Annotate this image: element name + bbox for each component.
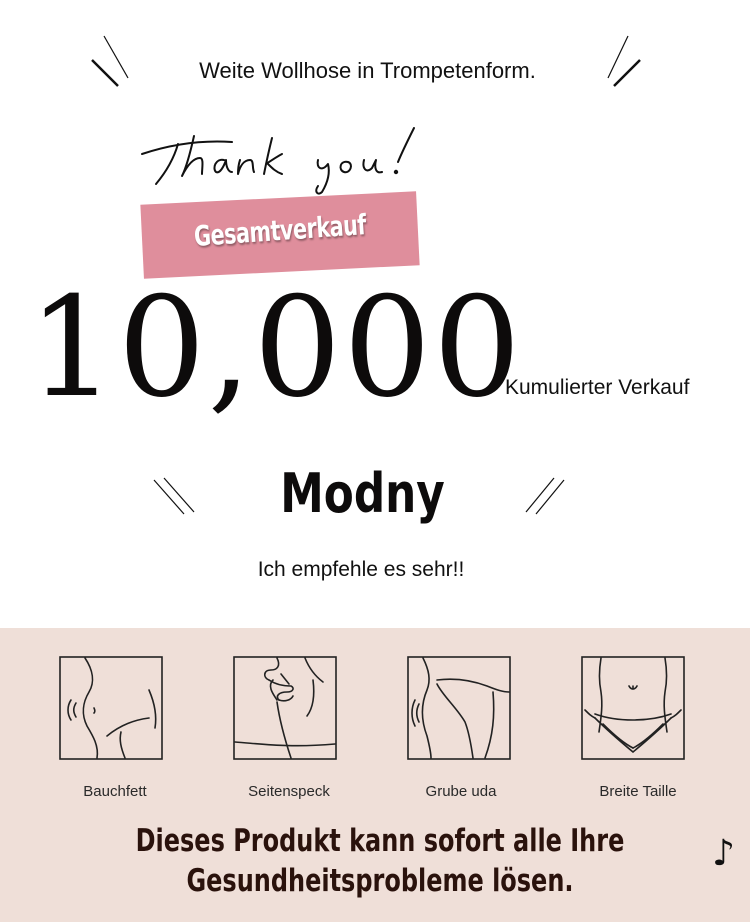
music-note-icon[interactable]: ♪ bbox=[712, 833, 735, 874]
feature-section bbox=[0, 628, 750, 922]
thank-you-script bbox=[132, 118, 432, 198]
feature-label-hip-dip: Grube uda bbox=[425, 783, 497, 800]
wide-waist-icon bbox=[581, 656, 685, 760]
sales-count-label: Kumulierter Verkauf bbox=[505, 376, 690, 399]
total-sales-badge bbox=[140, 190, 420, 278]
decor-slash-right-brand bbox=[520, 474, 568, 518]
brand-name: Modny bbox=[280, 462, 445, 525]
headline-line-1: Dieses Produkt kann sofort alle Ihre bbox=[135, 823, 625, 859]
product-title: Weite Wollhose in Trompetenform. bbox=[199, 58, 536, 83]
sales-count: 10,000 bbox=[28, 267, 523, 428]
belly-fat-icon bbox=[59, 656, 163, 760]
hip-dip-icon bbox=[407, 656, 511, 760]
feature-label-wide-waist: Breite Taille bbox=[599, 783, 677, 800]
feature-label-belly-fat: Bauchfett bbox=[83, 783, 147, 800]
recommendation-text: Ich empfehle es sehr!! bbox=[257, 558, 465, 581]
feature-label-side-fat: Seitenspeck bbox=[248, 783, 330, 800]
headline-line-2: Gesundheitsprobleme lösen. bbox=[186, 863, 574, 899]
badge-label: Gesamtverkauf bbox=[192, 208, 368, 253]
headline bbox=[53, 821, 707, 901]
side-fat-icon bbox=[233, 656, 337, 760]
